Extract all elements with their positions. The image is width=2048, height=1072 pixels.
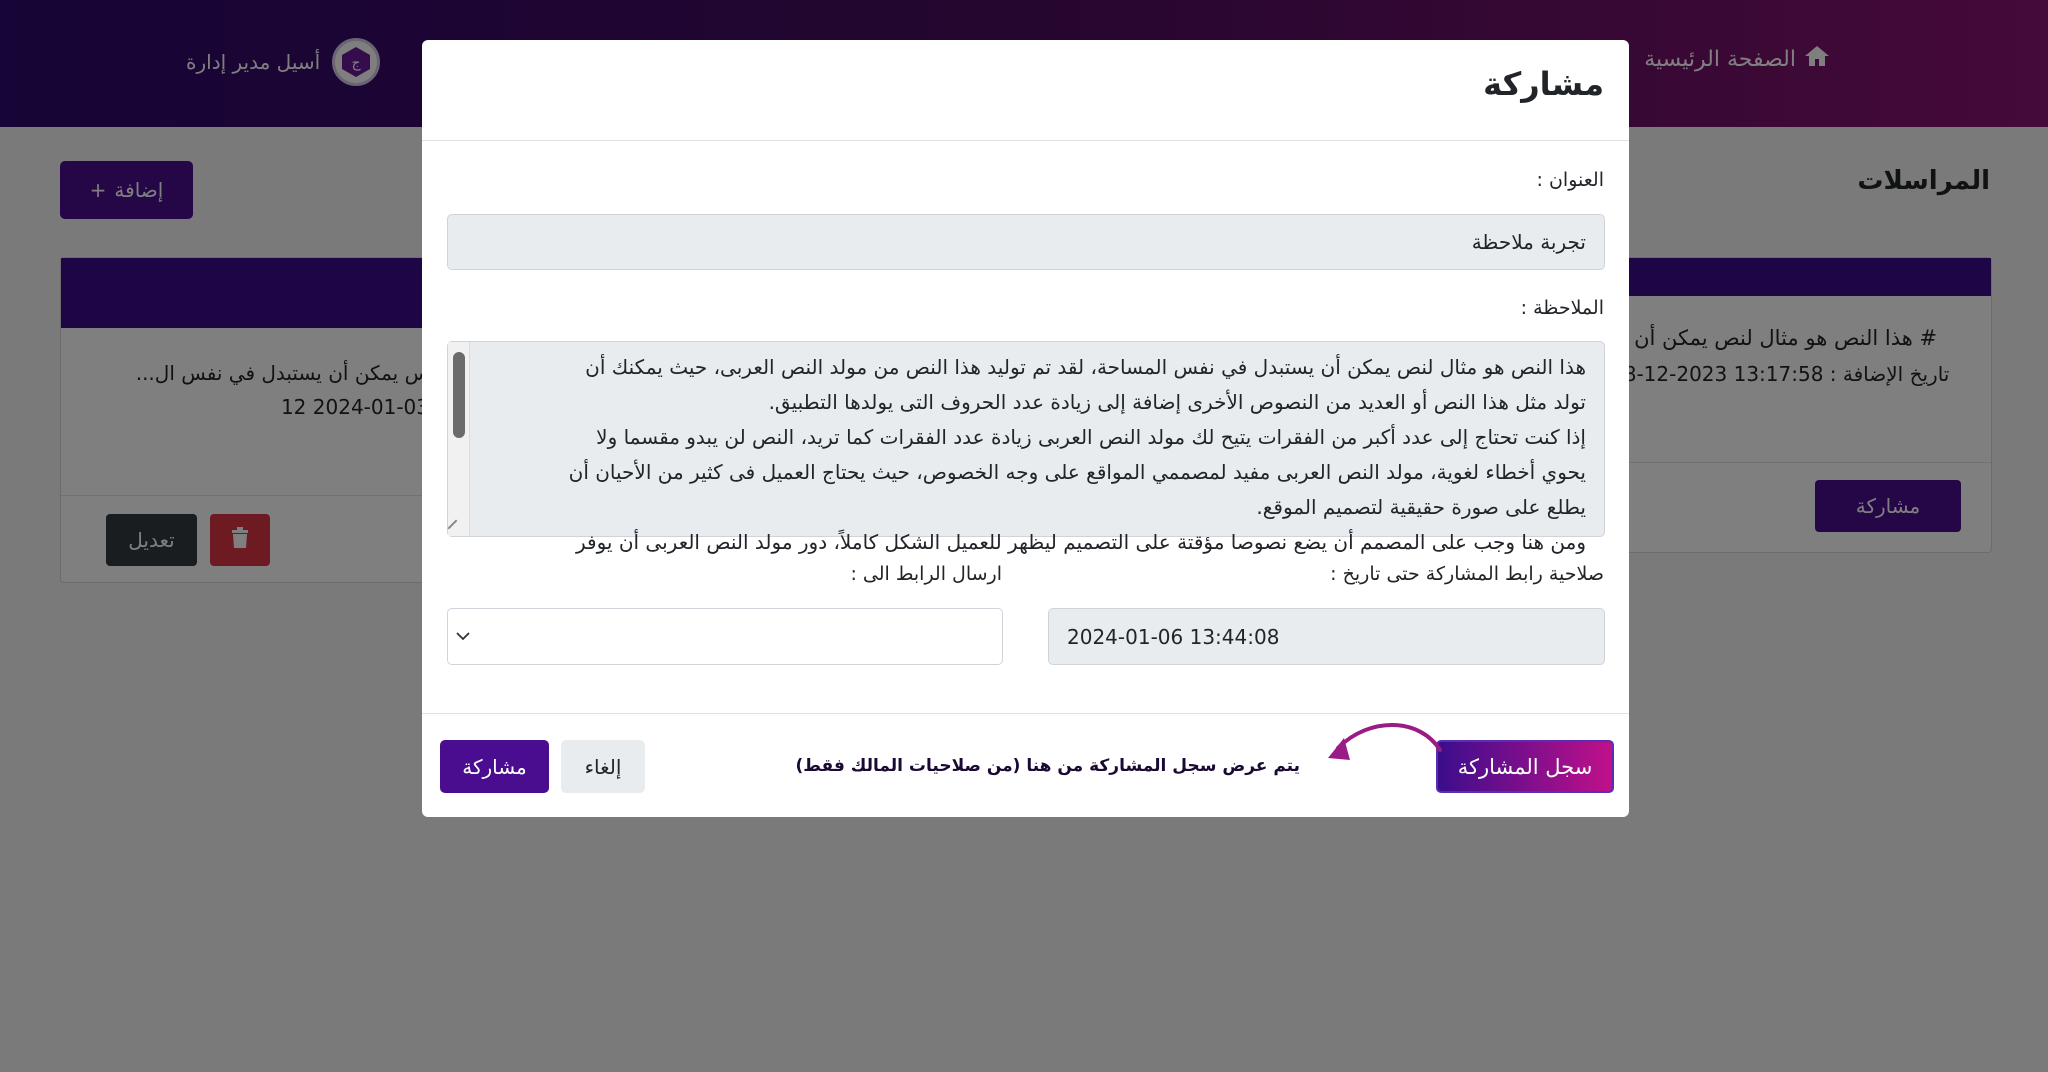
cancel-button[interactable]: إلغاء xyxy=(561,740,645,793)
textarea-scrollbar[interactable] xyxy=(448,342,470,536)
subject-label: العنوان : xyxy=(1536,169,1604,191)
note-line: هذا النص هو مثال لنص يمكن أن يستبدل في نفس المساحة، لقد تم توليد هذا النص من مولد النص العربى، حيث يمكنك أن xyxy=(585,355,1586,379)
validity-date-field[interactable] xyxy=(1048,608,1605,665)
note-label: الملاحظة : xyxy=(1520,297,1604,319)
note-line: يطلع على صورة حقيقية لتصميم الموقع. xyxy=(1256,495,1586,519)
note-textarea[interactable] xyxy=(447,341,1605,554)
modal-title: مشاركة xyxy=(1483,65,1604,103)
chevron-down-icon xyxy=(456,625,470,646)
hint-arrow-icon xyxy=(1310,708,1470,788)
share-log-hint: يتم عرض سجل المشاركة من هنا (من صلاحيات المالك فقط) xyxy=(795,756,1300,776)
share-log-button[interactable]: سجل المشاركة xyxy=(1436,740,1614,793)
share-modal xyxy=(422,40,1629,817)
note-line: تولد مثل هذا النص أو العديد من النصوص الأخرى إضافة إلى زيادة عدد الحروف التى يولدها التطبيق. xyxy=(768,390,1586,414)
modal-header xyxy=(422,40,1629,141)
scroll-thumb[interactable] xyxy=(453,352,465,438)
send-to-label: ارسال الرابط الى : xyxy=(850,563,1002,585)
subject-value: تجربة ملاحظة xyxy=(1471,230,1586,254)
note-line: إذا كنت تحتاج إلى عدد أكبر من الفقرات يتيح لك مولد النص العربى زيادة عدد الفقرات كما تريد، النص لن يبدو مقسما ولا xyxy=(596,425,1586,449)
subject-field[interactable] xyxy=(447,214,1605,270)
note-line: ومن هنا وجب على المصمم أن يضع نصوصا مؤقتة على التصميم ليظهر للعميل الشكل كاملاً، دور مولد النص العربى أن يوفر xyxy=(575,530,1586,554)
share-button[interactable]: مشاركة xyxy=(440,740,549,793)
validity-label: صلاحية رابط المشاركة حتى تاريخ : xyxy=(1330,563,1604,585)
note-text xyxy=(471,350,1586,560)
send-to-select[interactable] xyxy=(447,608,1003,665)
validity-date-value: 2024-01-06 13:44:08 xyxy=(1067,624,1280,649)
note-line: يحوي أخطاء لغوية، مولد النص العربى مفيد لمصممي المواقع على وجه الخصوص، حيث يحتاج العميل فى كثير من الأحيان أن xyxy=(568,460,1586,484)
